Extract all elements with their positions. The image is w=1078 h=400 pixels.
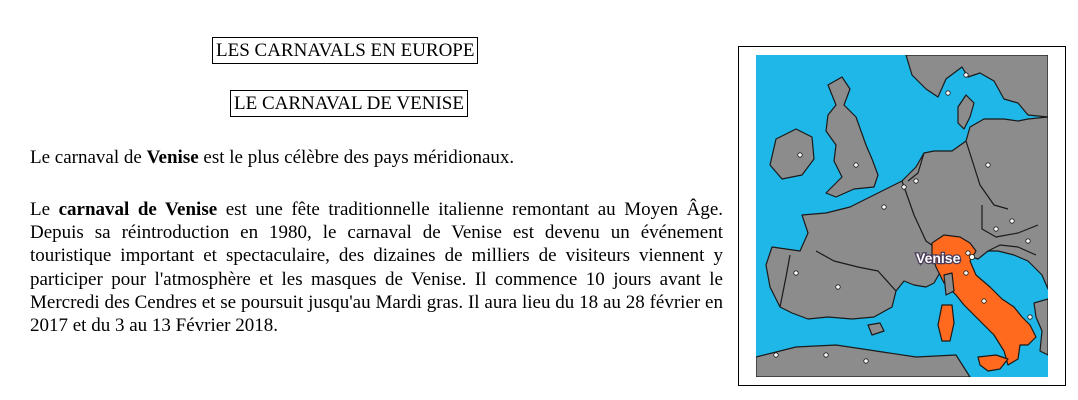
- city-dot: [914, 179, 918, 183]
- body-text-end: est une fête traditionnelle italienne remontant au Moyen Âge. Depuis sa réintroduction en 1980, le carnaval de Venise est devenu un événement touristique important et spectaculaire, des dizaines de milliers de visiteurs viennent y participer pour l'atmosphère et les masques de Venise. Il commence 10 jours avant le Mercredi des Cendres et se poursuit jusqu'au Mardi gras. Il aura lieu du 18 au 28 février en 2017 et du 3 au 13 Février 2018.: [30, 199, 724, 337]
- body-paragraph: [30, 198, 723, 337]
- intro-bold-venise: Venise: [146, 147, 199, 168]
- city-dot: [1028, 315, 1032, 319]
- city-dot: [946, 91, 950, 95]
- city-dot: [854, 163, 858, 167]
- city-dot: [824, 353, 828, 357]
- venice-marker: [969, 254, 974, 259]
- city-dot: [966, 251, 970, 255]
- intro-text-start: Le carnaval de: [30, 147, 147, 168]
- city-dot: [1026, 239, 1030, 243]
- body-text-start: Le: [30, 199, 59, 220]
- city-dot: [798, 153, 802, 157]
- city-dot: [902, 185, 906, 189]
- main-title: LES CARNAVALS EN EUROPE: [212, 37, 478, 64]
- europe-map-image: [756, 55, 1048, 377]
- city-dot: [982, 299, 986, 303]
- city-dot: [994, 227, 998, 231]
- city-dot: [836, 285, 840, 289]
- city-dot: [1010, 219, 1014, 223]
- city-dot: [882, 205, 886, 209]
- city-dot: [964, 271, 968, 275]
- intro-text-end: est le plus célèbre des pays méridionaux.: [198, 147, 515, 168]
- sardinia-island: [938, 305, 954, 341]
- corsica-island: [944, 273, 954, 295]
- body-bold-carnaval: carnaval de Venise: [58, 199, 218, 220]
- intro-paragraph: [30, 146, 723, 169]
- subtitle: LE CARNAVAL DE VENISE: [230, 90, 468, 117]
- city-dot: [964, 73, 968, 77]
- city-dot: [774, 353, 778, 357]
- venise-map-label: Venise: [916, 250, 961, 266]
- city-dot: [794, 271, 798, 275]
- europe-map: [738, 46, 1066, 386]
- city-dot: [986, 163, 990, 167]
- city-dot: [864, 359, 868, 363]
